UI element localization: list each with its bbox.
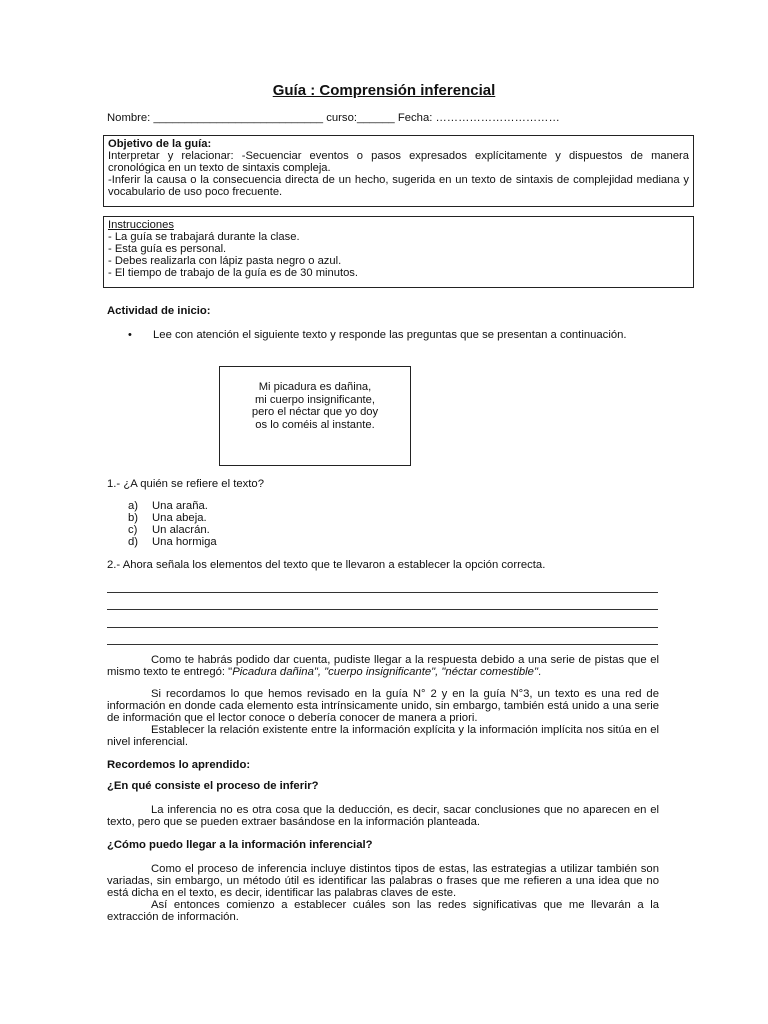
clue-quote: Picadura dañina", "cuerpo insignificante", "néctar comestible" — [232, 666, 538, 678]
instruction-item: - La guía se trabajará durante la clase. — [108, 231, 300, 243]
text-span: . — [537, 666, 542, 678]
option-b[interactable] — [128, 512, 217, 524]
option-letter: c) — [128, 524, 138, 536]
question-2: 2.- Ahora señala los elementos del texto que te llevaron a establecer la opción correcta. — [107, 559, 546, 571]
answer-line[interactable] — [107, 593, 658, 611]
question-1: 1.- ¿A quién se refiere el texto? — [107, 478, 264, 490]
option-letter: d) — [128, 536, 139, 548]
option-text: Una abeja. — [152, 512, 207, 524]
activity-heading: Actividad de inicio: — [107, 305, 211, 317]
how-paragraph-2 — [107, 899, 659, 923]
text-span: Como te habrás podido dar cuenta, pudiste llegar a la respuesta debido a una serie de pistas que el mismo texto te entregó: " — [107, 654, 659, 678]
objective-text-2: -Inferir la causa o la consecuencia directa de un hecho, sugerida en un texto de sintaxis de complejidad mediana y vocabulario de uso poco frecuente. — [108, 174, 689, 198]
riddle-box — [219, 366, 411, 466]
answer-line[interactable] — [107, 610, 658, 628]
infer-question-heading: ¿En qué consiste el proceso de inferir? — [107, 780, 319, 792]
option-letter: b) — [128, 512, 139, 524]
student-info-line: Nombre: ___________________________ curso:______ Fecha: …………………………… — [107, 112, 560, 124]
question-1-options — [128, 500, 217, 548]
riddle-line: pero el néctar que yo doy — [251, 406, 379, 418]
answer-line[interactable] — [107, 575, 658, 593]
option-text: Una hormiga — [152, 536, 217, 548]
answer-lines[interactable] — [107, 575, 658, 645]
instruction-item: - Debes realizarla con lápiz pasta negro o azul. — [108, 255, 342, 267]
page-title: Guía : Comprensión inferencial — [272, 82, 496, 99]
instructions-heading: Instrucciones — [108, 219, 174, 231]
option-letter: a) — [128, 500, 139, 512]
option-text: Un alacrán. — [152, 524, 210, 536]
instruction-item: - El tiempo de trabajo de la guía es de 30 minutos. — [108, 267, 359, 279]
instruction-item: - Esta guía es personal. — [108, 243, 227, 255]
text-span: La inferencia no es otra cosa que la deducción, es decir, sacar conclusiones que no aparecen en el texto, pero que se pueden extraer basándose en la información planteada. — [107, 804, 659, 828]
option-text: Una araña. — [152, 500, 208, 512]
text-span: Si recordamos lo que hemos revisado en la guía N° 2 y en la guía N°3, un texto es una red de información en donde cada elemento esta intrínsicamente unido, sin embargo, también está unido a una serie de información que el lector conoce o debería conocer de manera a priori. — [107, 688, 659, 724]
instructions-box — [103, 216, 694, 288]
answer-line[interactable] — [107, 628, 658, 646]
text-span: Así entonces comienzo a establecer cuáles son las redes significativas que me llevarán a la extracción de información. — [107, 899, 659, 923]
option-d[interactable] — [128, 536, 217, 548]
riddle-line: Mi picadura es dañina, — [258, 381, 372, 393]
how-question-heading: ¿Cómo puedo llegar a la información inferencial? — [107, 839, 373, 851]
riddle-line: mi cuerpo insignificante, — [254, 393, 375, 406]
explanation-paragraph-2 — [107, 688, 659, 724]
objective-box — [103, 135, 694, 207]
explanation-paragraph-1 — [107, 654, 659, 678]
option-c[interactable] — [128, 524, 217, 536]
objective-heading: Objetivo de la guía: — [108, 138, 212, 150]
option-a[interactable] — [128, 500, 217, 512]
recap-heading: Recordemos lo aprendido: — [107, 759, 251, 771]
activity-instruction-text: Lee con atención el siguiente texto y responde las preguntas que se presentan a continuación. — [153, 329, 627, 341]
how-paragraph-1 — [107, 863, 659, 899]
text-span: Establecer la relación existente entre la información explícita y la información implícita nos sitúa en el nivel inferencial. — [107, 724, 659, 748]
riddle-line: os lo coméis al instante. — [255, 418, 375, 431]
objective-text: Interpretar y relacionar: -Secuenciar eventos o pasos expresados explícitamente y dispuestos de manera cronológica en un texto de sintaxis compleja. — [108, 150, 689, 174]
text-span: Como el proceso de inferencia incluye distintos tipos de estas, las estrategias a utilizar también son variadas, sin embargo, un método útil es identificar las palabras o frases que me refieren a una idea que no está dicha en el texto, es decir, identificar las palabras claves de este. — [107, 863, 659, 899]
bullet-icon: • — [128, 329, 132, 341]
infer-paragraph — [107, 804, 659, 828]
explanation-paragraph-3 — [107, 724, 659, 748]
